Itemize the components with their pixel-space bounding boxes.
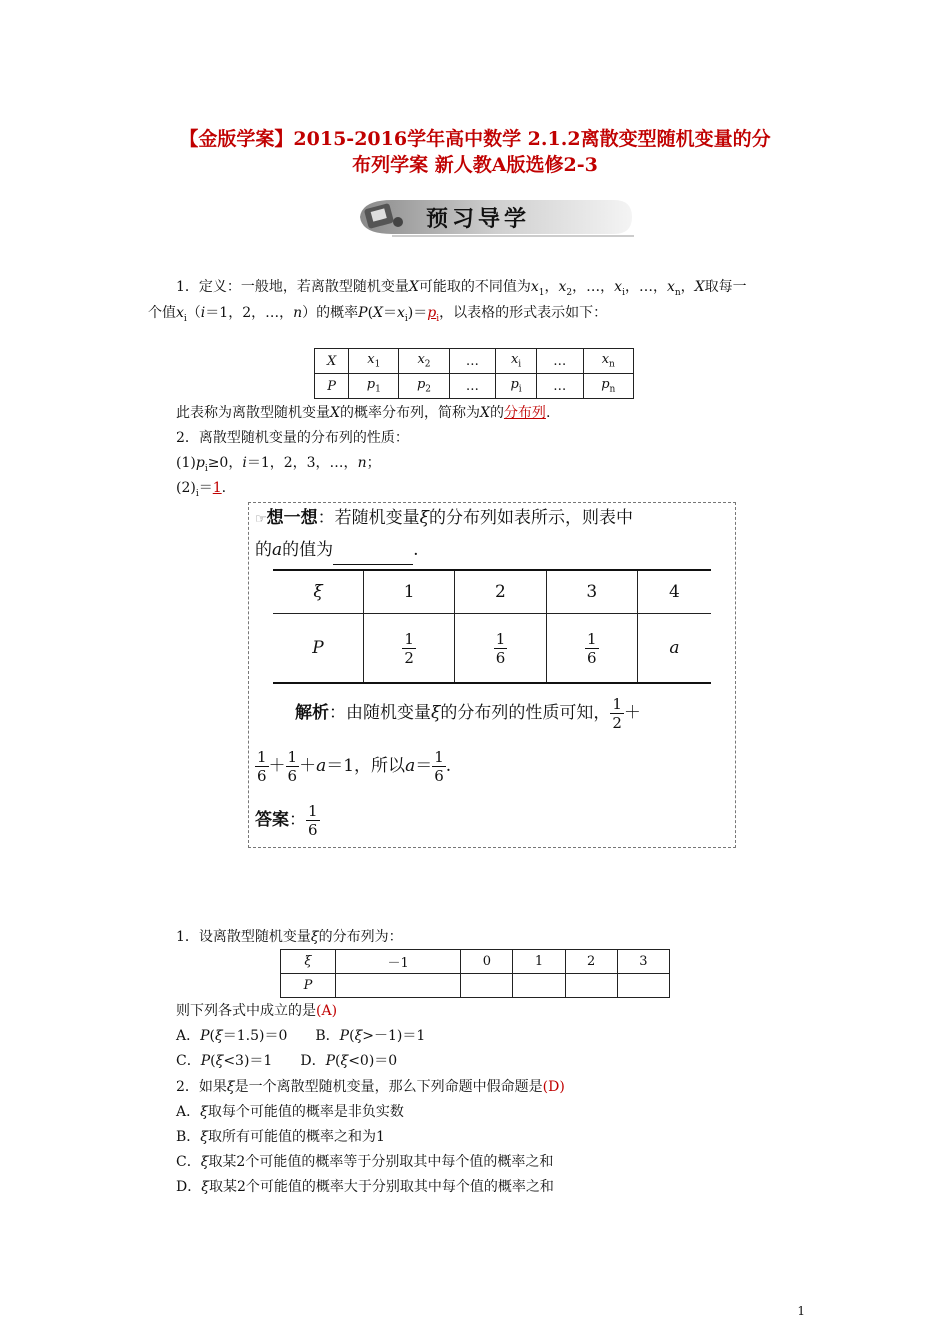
definition-line-3: 此表称为离散型随机变量X的概率分布列，简称为X的分布列. [176,405,551,421]
exercise-1-prompt: 则下列各式中成立的是(A) [176,1003,338,1019]
table-cell: $p_n$ [583,374,633,399]
answer-distribution: 分布列 [503,405,546,421]
exercise-2-answer: (D) [542,1079,565,1095]
table-cell: P [281,974,336,998]
definition-line-1: 1．定义：一般地，若离散型随机变量X可能取的不同值为$x_1$，$x_2$，…，$x_i$，…，$x_n$，X取每一 [176,279,747,298]
table-cell: … [536,349,583,374]
table-cell: P [273,614,364,684]
exercise-2-option-a: A．ξ取每个可能值的概率是非负实数 [176,1104,404,1120]
table-row [315,374,634,399]
definition-line-2: 个值$x_i(i=1$，2，…，n）的概率$P(X=x_i)=p_i$，以表格的形式表示如下： [148,305,608,324]
title-line-1: 【金版学案】2015-2016学年高中数学 2.1.2离散变型随机变量的分 [179,128,771,150]
table-cell: P [315,374,349,399]
think-question-line-2: 的a的值为 . [255,535,419,565]
fraction: $\frac{1}{6}$ [587,629,597,667]
exercise-2-question: 2．如果ξ是一个离散型随机变量，那么下列命题中假命题是(D) [176,1079,565,1095]
table-cell: 1 [364,570,455,614]
table-cell: $x_2$ [399,349,449,374]
table-cell [565,974,617,998]
page-number: 1 [797,1304,805,1318]
table-cell: 2 [565,950,617,974]
table-cell [617,974,669,998]
property-2: $(2)_i=1$. [176,480,227,499]
table-cell [461,974,513,998]
table-cell: $p_i$ [496,374,537,399]
think-question-line-1: ☞想一想：若随机变量ξ的分布列如表所示，则表中 [255,508,634,528]
table-row [281,974,670,998]
distribution-table [314,348,634,399]
fraction: $\frac{1}{2}$ [404,629,414,667]
table-cell: … [536,374,583,399]
fraction: $\frac{1}{6}$ [308,802,318,839]
table-row [281,950,670,974]
exercise-1-options-ab: A．P(ξ＝1.5)＝0 B．P(ξ>－1)＝1 [176,1028,426,1044]
table-cell [364,614,455,684]
exercise-1-table [280,949,670,998]
banner-text: 预习导学 [426,207,531,232]
table-cell: 2 [455,570,546,614]
table-cell: $x_n$ [583,349,633,374]
table-cell: … [449,374,496,399]
table-cell: 3 [546,570,637,614]
table-cell: 0 [461,950,513,974]
table-cell: －1 [336,950,461,974]
table-cell: X [315,349,349,374]
table-cell [455,614,546,684]
fraction: $\frac{1}{6}$ [495,629,506,667]
exercise-2-option-d: D．ξ取某2个可能值的概率大于分别取其中每个值的概率之和 [176,1179,554,1195]
property-heading: 2．离散型随机变量的分布列的性质： [176,430,409,446]
exercise-1-options-cd: C．P(ξ<3)＝1 D．P(ξ<0)＝0 [176,1053,398,1069]
table-row [315,349,634,374]
solution-line-1: 解析：由随机变量ξ的分布列的性质可知， $\frac{1}{2}$ ＋ [295,695,641,732]
table-cell: $p_2$ [399,374,449,399]
exercise-1-answer: (A) [316,1003,338,1019]
table-cell: $x_i$ [496,349,537,374]
table-cell [546,614,637,684]
fraction: $\frac{1}{6}$ [257,748,267,785]
fraction: $\frac{1}{6}$ [287,748,298,785]
think-box [248,502,736,848]
table-cell: ξ [281,950,336,974]
table-cell: $p_1$ [349,374,399,399]
exercise-2-option-c: C．ξ取某2个可能值的概率等于分别取其中每个值的概率之和 [176,1154,554,1170]
table-cell: a [637,614,711,684]
solution-line-2: $\frac{1}{6}$ ＋ $\frac{1}{6}$ ＋a＝1，所以a＝ $\frac{1}{6}$ . [257,748,452,785]
table-row [273,570,711,614]
table-cell: 4 [637,570,711,614]
table-cell: … [449,349,496,374]
document-title [120,126,830,178]
table-cell: 1 [513,950,565,974]
hand-pointer-icon: ☞ [255,512,267,527]
answer-one: 1 [212,480,222,496]
xi-distribution-table [273,569,711,684]
exercise-1-question: 1．设离散型随机变量ξ的分布列为： [176,929,403,945]
property-1: $(1)p_i\ge 0$，i＝1，2，3，…，n； [176,455,381,474]
fraction: $\frac{1}{2}$ [612,695,622,732]
title-line-2: 布列学案 新人教A版选修2-3 [352,154,598,176]
fraction: $\frac{1}{6}$ [434,748,444,785]
answer-pi: $p_i$ [427,305,440,324]
answer-line: 答案： $\frac{1}{6}$ [255,802,318,839]
table-cell [336,974,461,998]
table-cell: ξ [273,570,364,614]
blank-answer-field [333,544,413,565]
table-cell: 3 [617,950,669,974]
table-row [273,614,711,684]
preview-banner [352,194,634,240]
table-cell: $x_1$ [349,349,399,374]
exercise-2-option-b: B．ξ取所有可能值的概率之和为1 [176,1129,385,1145]
table-cell [513,974,565,998]
